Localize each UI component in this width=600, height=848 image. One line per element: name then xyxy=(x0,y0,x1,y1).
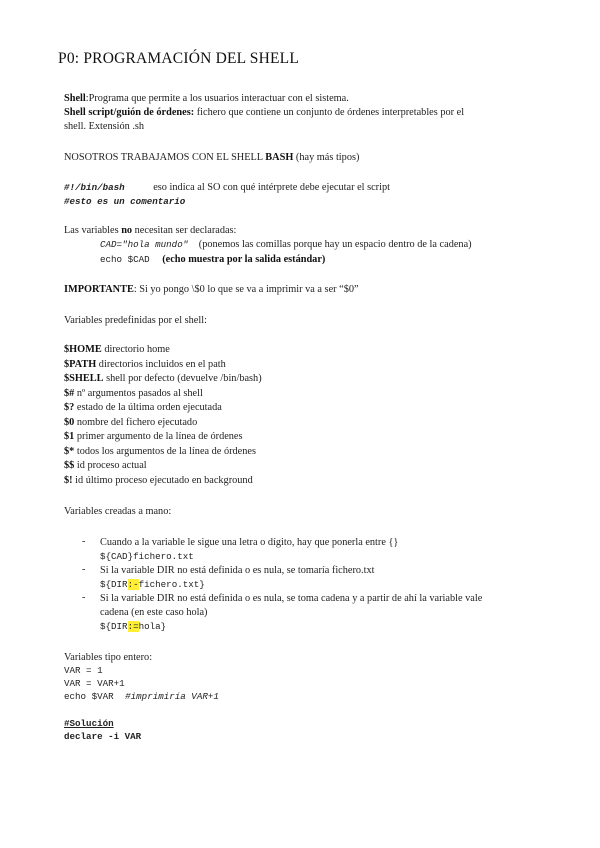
example1-code: CAD="hola mundo" xyxy=(100,239,189,250)
important-text: : Si yo pongo \$0 lo que se va a imprimir va a ser “$0” xyxy=(133,284,359,295)
bullet-marker: - xyxy=(82,536,86,547)
highlighted-operator: := xyxy=(127,621,139,632)
example2-code: echo $CAD xyxy=(100,254,150,265)
predef-item xyxy=(64,343,170,356)
bullet-1-text: Cuando a la variable le sigue una letra o dígito, hay que ponerla entre {} xyxy=(100,537,399,548)
bullet-3-code xyxy=(100,620,166,633)
variables-prefix: Las variables xyxy=(64,225,122,236)
predef-desc: directorio home xyxy=(101,344,170,355)
bash-term: BASH xyxy=(265,152,294,163)
predef-item xyxy=(64,474,253,487)
predef-name: $# xyxy=(64,387,75,399)
predef-desc: nombre del fichero ejecutado xyxy=(74,416,198,428)
bullet-3-text-cont: cadena (en este caso hola) xyxy=(100,607,208,618)
predef-item xyxy=(64,430,243,443)
integer-line-1: VAR = 1 xyxy=(64,665,103,676)
code-part: ${DIR xyxy=(100,621,128,632)
variables-intro xyxy=(64,224,236,237)
script-def-1: fichero que contiene un conjunto de órdenes interpretables por el xyxy=(194,107,465,118)
predef-desc: todos los argumentos de la línea de órdenes xyxy=(74,445,256,457)
code-part: fichero.txt} xyxy=(138,579,205,590)
predef-item xyxy=(64,401,222,414)
page-title: P0: PROGRAMACIÓN DEL SHELL xyxy=(58,50,300,67)
shebang-line xyxy=(64,181,390,194)
integer-heading: Variables tipo entero: xyxy=(64,652,153,663)
variable-example-1 xyxy=(100,238,472,251)
predef-name: $SHELL xyxy=(64,373,104,384)
shebang-code: #!/bin/bash xyxy=(64,182,125,193)
integer-line-2: VAR = VAR+1 xyxy=(64,678,125,689)
predef-heading: Variables predefinidas por el shell: xyxy=(64,315,207,326)
predef-name: $$ xyxy=(64,460,75,471)
predef-item xyxy=(64,416,197,429)
bash-line xyxy=(64,151,359,164)
script-definition xyxy=(64,106,464,119)
bullet-2-text: Si la variable DIR no está definida o es nula, se tomaría fichero.txt xyxy=(100,565,375,576)
bullet-3-text: Si la variable DIR no está definida o es nula, se toma cadena y a partir de ahí la variable vale xyxy=(100,593,483,604)
bullet-marker: - xyxy=(82,592,86,603)
predef-desc: id último proceso ejecutado en background xyxy=(72,474,253,486)
shell-term: Shell xyxy=(64,93,86,104)
predef-name: $? xyxy=(64,402,75,413)
predef-name: $* xyxy=(64,445,75,457)
predef-desc: id proceso actual xyxy=(74,460,147,471)
predef-desc: estado de la última orden ejecutada xyxy=(74,402,222,413)
predef-desc: nº argumentos pasados al shell xyxy=(74,387,203,399)
echo-code: echo $VAR xyxy=(64,691,114,702)
bullet-marker: - xyxy=(82,564,86,575)
shell-definition xyxy=(64,92,349,105)
important-label: IMPORTANTE xyxy=(64,284,134,295)
code-part: hola} xyxy=(138,621,167,632)
important-note xyxy=(64,283,359,296)
predef-name: $0 xyxy=(64,416,75,428)
predef-name: $1 xyxy=(64,431,75,442)
predef-desc: primer argumento de la línea de órdenes xyxy=(74,431,243,442)
bash-prefix: NOSOTROS TRABAJAMOS CON EL SHELL xyxy=(64,152,266,163)
predef-item xyxy=(64,459,147,472)
script-term: Shell script/guión de órdenes: xyxy=(64,107,195,118)
manual-heading: Variables creadas a mano: xyxy=(64,506,172,517)
echo-comment: #imprimiría VAR+1 xyxy=(125,691,219,702)
bash-suffix: (hay más tipos) xyxy=(293,152,360,163)
solution-code: declare -i VAR xyxy=(64,731,142,742)
predef-name: $HOME xyxy=(64,344,102,355)
script-definition-cont: shell. Extensión .sh xyxy=(64,121,145,132)
variable-example-2 xyxy=(100,253,325,266)
predef-item xyxy=(64,358,226,371)
variables-no: no xyxy=(121,225,133,236)
bullet-2-code xyxy=(100,578,205,591)
shebang-desc: eso indica al SO con qué intérprete debe ejecutar el script xyxy=(153,182,390,193)
predef-desc: shell por defecto (devuelve /bin/bash) xyxy=(103,373,262,384)
predef-desc: directorios incluidos en el path xyxy=(96,358,226,370)
example1-desc: (ponemos las comillas porque hay un espacio dentro de la cadena) xyxy=(198,239,472,250)
predef-item xyxy=(64,372,262,385)
predef-item xyxy=(64,387,203,400)
highlighted-operator: :- xyxy=(127,579,139,590)
variables-suffix: necesitan ser declaradas: xyxy=(132,225,237,236)
comment-example: #esto es un comentario xyxy=(64,196,186,207)
predef-name: $! xyxy=(64,474,73,486)
shell-def: :Programa que permite a los usuarios interactuar con el sistema. xyxy=(85,93,349,104)
solution-label: #Solución xyxy=(64,718,114,729)
predef-name: $PATH xyxy=(64,358,97,370)
bullet-1-code: ${CAD}fichero.txt xyxy=(100,551,194,562)
code-part: ${DIR xyxy=(100,579,128,590)
predef-item xyxy=(64,445,256,458)
integer-line-3 xyxy=(64,690,219,703)
example2-desc: (echo muestra por la salida estándar) xyxy=(162,254,326,265)
